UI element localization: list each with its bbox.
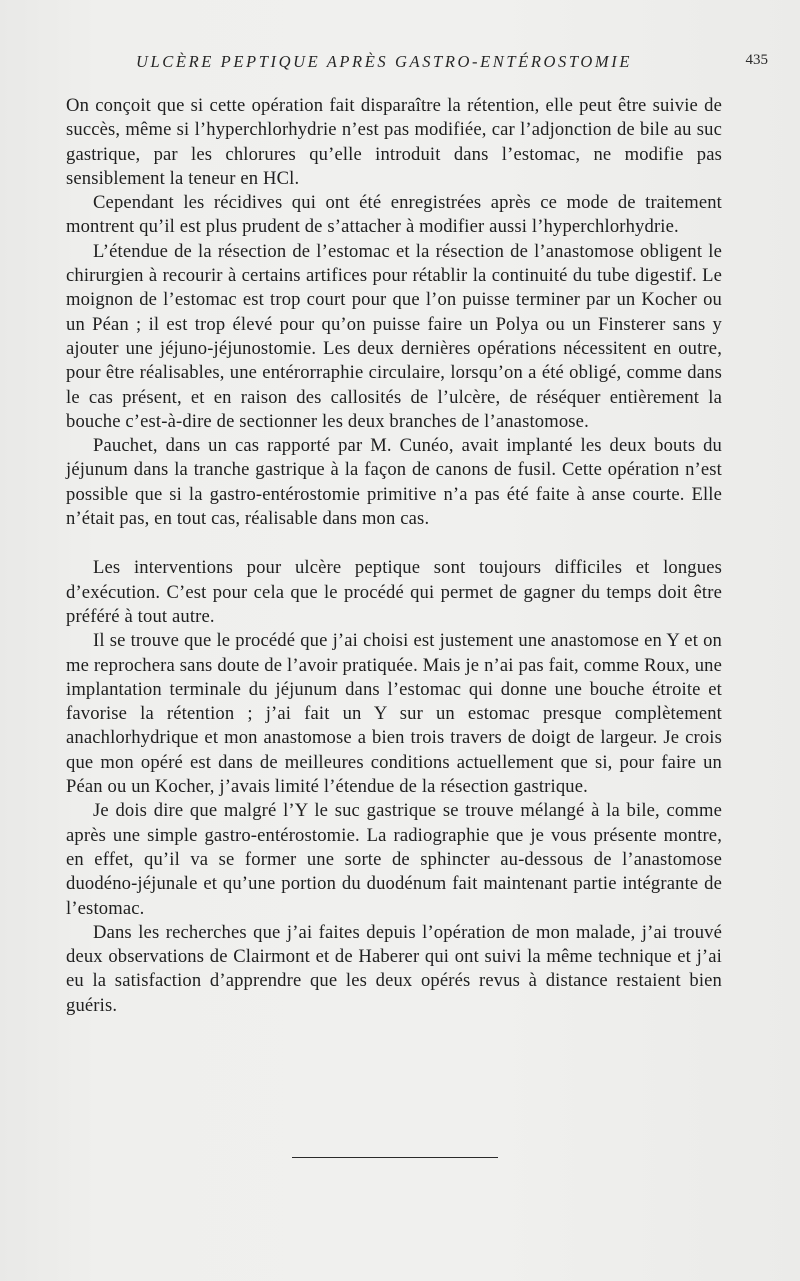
- paragraph: Il se trouve que le procédé que j’ai choisi est justement une anastomose en Y et on me reprochera sans doute de l’avoir pratiquée. Mais je n’ai pas fait, comme Roux, une implantation terminale du jéjunum dans l’estomac qui donne une bouche étroite et favorise la rétention ; j’ai fait un Y sur un estomac presque complètement anachlorhydrique et mon anastomose a bien trois travers de doigt de largeur. Je crois que mon opéré est dans de meilleures conditions actuellement que si, pour faire un Péan ou un Kocher, j’avais limité l’étendue de la résection gastrique.: [66, 630, 722, 798]
- paragraph: Dans les recherches que j’ai faites depuis l’opération de mon malade, j’ai trouvé deux observations de Clairmont et de Haberer qui ont suivi la même technique et j’ai eu la satisfaction d’apprendre que les deux opérés revus à distance restaient bien guéris.: [66, 921, 722, 1016]
- paragraph: Cependant les récidives qui ont été enregistrées après ce mode de traitement montrent qu’il est plus prudent de s’attacher à modifier aussi l’hyperchlorhydrie.: [66, 192, 722, 238]
- running-head: [96, 52, 776, 76]
- paragraph: On conçoit que si cette opération fait disparaître la rétention, elle peut être suivie de succès, même si l’hyperchlorhydrie n’est pas modifiée, car l’adjonction de bile au suc gastrique, par les chlorures qu’elle introduit dans l’estomac, ne modifie pas sensiblement la teneur en HCl.: [66, 95, 722, 189]
- body-text: [66, 94, 722, 1018]
- paragraph: Pauchet, dans un cas rapporté par M. Cunéo, avait implanté les deux bouts du jéjunum dans la tranche gastrique à la façon de canons de fusil. Cette opération n’est possible que si la gastro-entérostomie primitive n’a pas été faite à anse courte. Elle n’était pas, en tout cas, réalisable dans mon cas.: [66, 435, 722, 530]
- running-title: ULCÈRE PEPTIQUE APRÈS GASTRO-ENTÉROSTOMIE: [136, 52, 633, 71]
- end-rule: [292, 1157, 498, 1158]
- paragraph: L’étendue de la résection de l’estomac et la résection de l’anastomose obligent le chirurgien à recourir à certains artifices pour rétablir la continuité du tube digestif. Le moignon de l’estomac est trop court pour que l’on puisse terminer par un Kocher ou un Péan ; il est trop élevé pour qu’on puisse faire un Polya ou un Finsterer sans y ajouter une jéjuno-jéjunostomie. Les deux dernières opérations nécessitent en outre, pour être réalisables, une entérorraphie circulaire, lorsqu’on a été obligé, comme dans le cas présent, et en raison des callosités de l’ulcère, de réséquer entièrement la bouche c’est-à-dire de sectionner les deux branches de l’anastomose.: [66, 240, 722, 432]
- page-number: 435: [745, 52, 768, 68]
- paragraph: Les interventions pour ulcère peptique sont toujours difficiles et longues d’exécution. C’est pour cela que le procédé qui permet de gagner du temps doit être préféré à tout autre.: [66, 557, 722, 627]
- section-gap: [66, 531, 722, 556]
- paragraph: Je dois dire que malgré l’Y le suc gastrique se trouve mélangé à la bile, comme après une simple gastro-entérostomie. La radiographie que je vous présente montre, en effet, qu’il va se former une sorte de sphincter au-dessous de l’anastomose duodéno-jéjunale et qu’une portion du duodénum fait maintenant partie intégrante de l’estomac.: [66, 800, 722, 919]
